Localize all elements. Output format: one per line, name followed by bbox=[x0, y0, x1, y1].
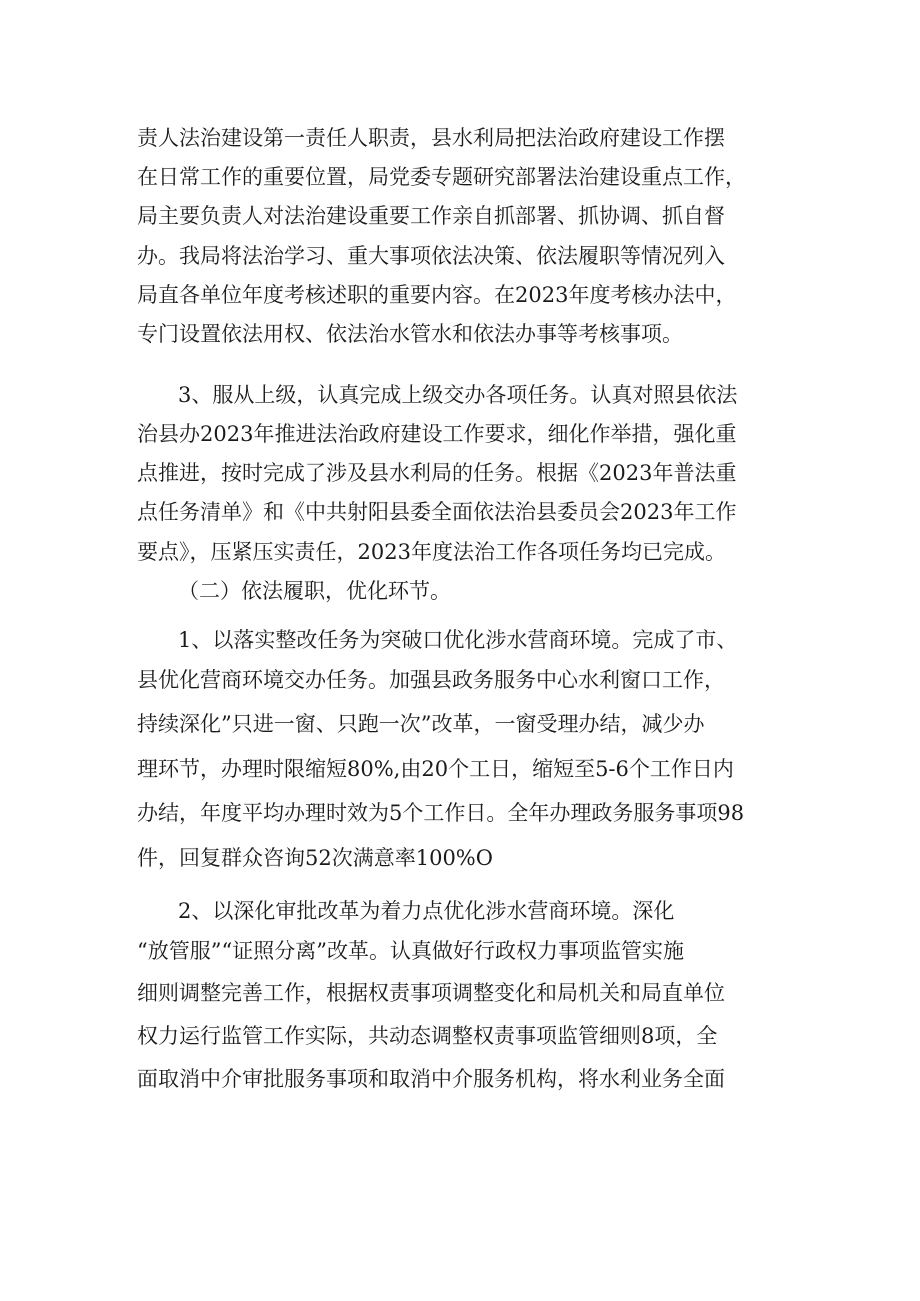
text-line: 权力运行监管工作实际，共动态调整权责事项监管细则8项，全 bbox=[137, 1024, 718, 1048]
text-line: 办结，年度平均办理时效为5个工作日。全年办理政务服务事项98 bbox=[137, 801, 745, 825]
section-heading: （二）依法履职，优化环节。 bbox=[178, 579, 451, 603]
text-line: 件，回复群众咨询52次满意率100%O bbox=[137, 846, 493, 870]
paragraph-heading: 3、服从上级，认真完成上级交办各项任务。认真对照县依法 bbox=[178, 383, 738, 407]
paragraph-heading: 2、以深化审批改革为着力点优化涉水营商环境。深化 bbox=[178, 899, 675, 923]
text-line: 治县办2023年推进法治政府建设工作要求，细化作举措，强化重 bbox=[137, 422, 737, 446]
text-line: 细则调整完善工作，根据权责事项调整变化和局机关和局直单位 bbox=[137, 981, 725, 1005]
text-line: 面取消中介审批服务事项和取消中介服务机构，将水利业务全面 bbox=[137, 1067, 725, 1091]
text-line: 持续深化”只进一窗、只跑一次”改革，一窗受理办结，减少办 bbox=[137, 712, 705, 736]
paragraph-heading: 1、以落实整改任务为突破口优化涉水营商环境。完成了市、 bbox=[178, 628, 738, 652]
text-line: 专门设置依法用权、依法治水管水和依法办事等考核事项。 bbox=[137, 322, 683, 346]
text-line: 点推进，按时完成了涉及县水利局的任务。根据《2023年普法重 bbox=[137, 461, 737, 485]
text-line: 办。我局将法治学习、重大事项依法决策、依法履职等情况列入 bbox=[137, 244, 725, 268]
text-line: 县优化营商环境交办任务。加强县政务服务中心水利窗口工作， bbox=[137, 668, 725, 692]
text-line: 理环节，办理时限缩短80%,由20个工日，缩短至5-6个工作日内 bbox=[137, 757, 734, 781]
text-line: 局主要负责人对法治建设重要工作亲自抓部署、抓协调、抓自督 bbox=[137, 204, 725, 228]
text-line: 点任务清单》和《中共射阳县委全面依法治县委员会2023年工作 bbox=[137, 500, 737, 524]
text-line: 局直各单位年度考核述职的重要内容。在2023年度考核办法中， bbox=[137, 283, 737, 307]
text-line: 在日常工作的重要位置，局党委专题研究部署法治建设重点工作， bbox=[137, 165, 746, 189]
text-line: 责人法治建设第一责任人职责，县水利局把法治政府建设工作摆 bbox=[137, 126, 725, 150]
text-line: “放管服”“证照分离”改革。认真做好行政权力事项监管实施 bbox=[137, 939, 684, 963]
text-line: 要点》，压紧压实责任，2023年度法治工作各项任务均已完成。 bbox=[137, 540, 726, 564]
